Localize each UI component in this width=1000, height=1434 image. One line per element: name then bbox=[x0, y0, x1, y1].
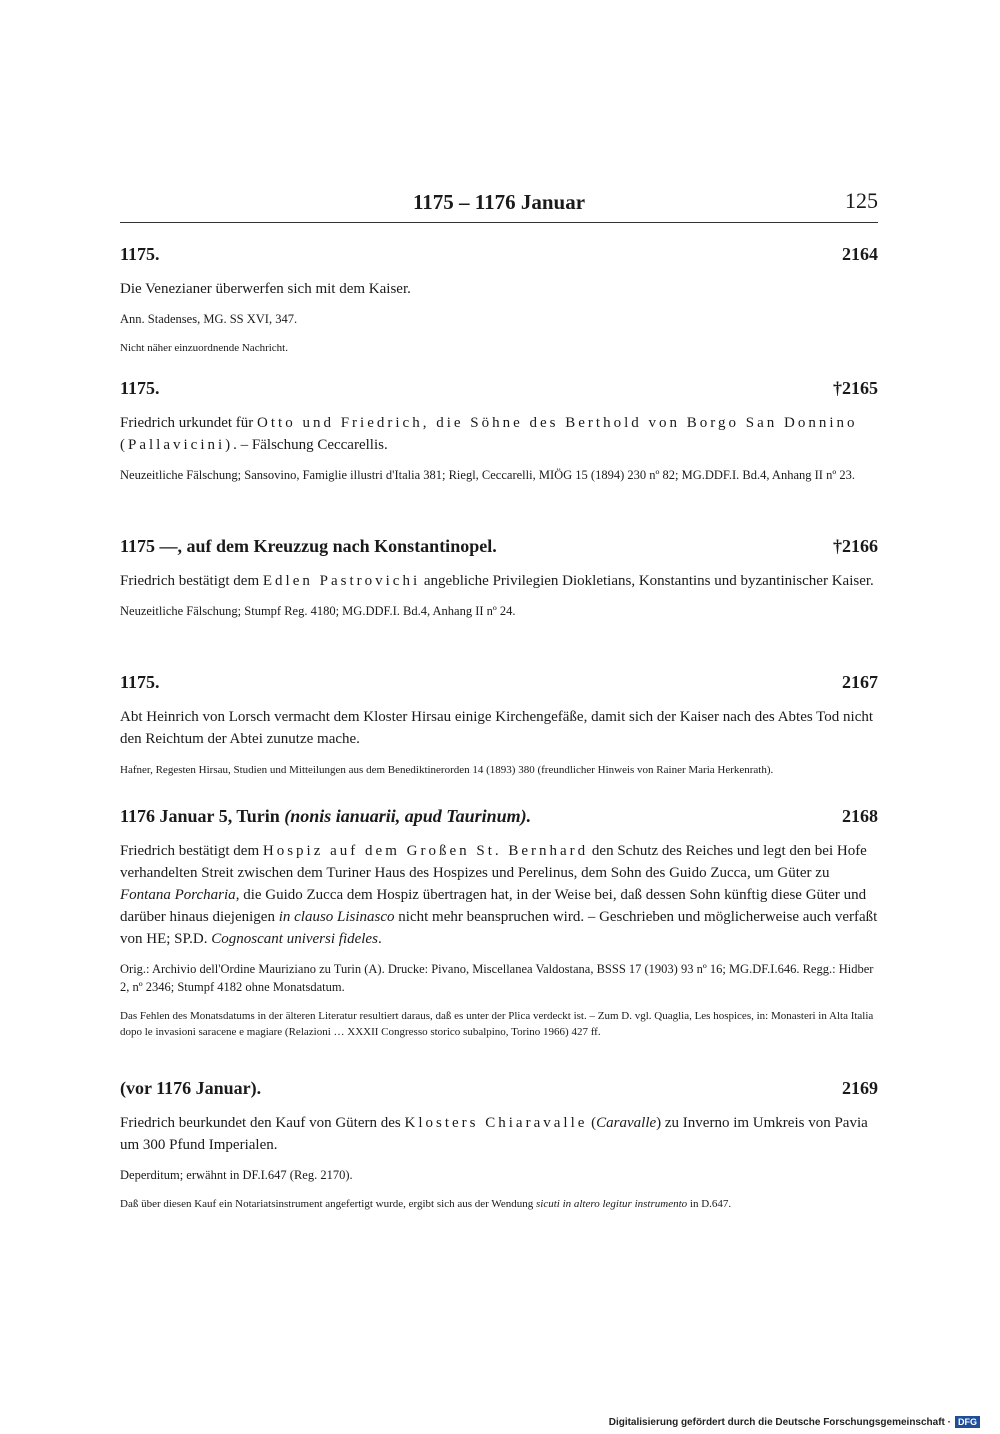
entry-text: Die Venezianer überwerfen sich mit dem Kaiser. bbox=[120, 281, 411, 297]
page-header bbox=[120, 190, 878, 223]
regest-entry bbox=[120, 806, 878, 1040]
entry-text: Friedrich bestätigt dem Hospiz auf dem Großen St. Bernhard den Schutz des Reiches und legt den bei Hofe verhandelten Streit zwischen dem Turiner Haus des Hospizes und Perelinus, dem Sohn des Guido Zucca, um Güter zu Fontana Porcharia, die Guido Zucca dem Hospiz übertragen hat, in der Weise bei, daß dessen Sohn künftig diese Güter und darüber hinaus diejenigen in clauso Lisinasco nicht mehr beanspruchen wird. – Geschrieben und möglicherweise auch verfaßt von HE; SP.D. Cognoscant universi fideles. bbox=[120, 843, 878, 947]
entry-date: 1175. bbox=[120, 378, 160, 398]
entry-source: Deperditum; erwähnt in DF.I.647 (Reg. 2170). bbox=[120, 1168, 353, 1182]
footer-text: Digitalisierung gefördert durch die Deutsche Forschungsgemeinschaft · bbox=[608, 1416, 951, 1428]
regest-entry bbox=[120, 536, 878, 620]
entry-text: Friedrich urkundet für Otto und Friedrich, die Söhne des Berthold von Borgo San Donnino (Pallavicini). – Fälschung Ceccarellis. bbox=[120, 415, 858, 453]
page-footer bbox=[609, 1416, 980, 1428]
entry-source: Orig.: Archivio dell'Ordine Mauriziano zu Turin (A). Drucke: Pivano, Miscellanea Valdostana, BSSS 17 (1903) 93 nº 16; MG.DF.I.646. Regg.: Hidber 2, nº 2346; Stumpf 4182 ohne Monatsdatum. bbox=[120, 962, 874, 994]
entry-note: Nicht näher einzuordnende Nachricht. bbox=[120, 342, 288, 354]
entry-number: †2165 bbox=[833, 378, 878, 398]
entry-text: Abt Heinrich von Lorsch vermacht dem Kloster Hirsau einige Kirchengefäße, damit sich der Kaiser nach des Abtes Tod nicht den Reichtum der Abtei zunutze mache. bbox=[120, 709, 874, 747]
spaced-name: Otto und Friedrich, die Söhne des Berthold von Borgo San Donnino (Pallavicini) bbox=[120, 415, 858, 453]
entry-source: Neuzeitliche Fälschung; Stumpf Reg. 4180; MG.DDF.I. Bd.4, Anhang II nº 24. bbox=[120, 604, 516, 618]
page-number: 125 bbox=[845, 188, 878, 213]
regest-entry bbox=[120, 244, 878, 356]
regest-entry bbox=[120, 672, 878, 778]
entry-number: 2164 bbox=[842, 244, 878, 264]
entry-number: 2167 bbox=[842, 672, 878, 692]
running-title: 1175 – 1176 Januar bbox=[412, 190, 586, 214]
spaced-name: Edlen Pastrovichi bbox=[262, 573, 421, 589]
entry-number: 2168 bbox=[842, 806, 878, 826]
entry-number: 2169 bbox=[842, 1078, 878, 1098]
entry-source: Neuzeitliche Fälschung; Sansovino, Famiglie illustri d'Italia 381; Riegl, Ceccarelli, MIÖG 15 (1894) 230 nº 82; MG.DDF.I. Bd.4, Anhang II nº 23. bbox=[120, 468, 855, 482]
entry-source: Ann. Stadenses, MG. SS XVI, 347. bbox=[120, 312, 298, 326]
regest-entry bbox=[120, 378, 878, 484]
spaced-name: Hospiz auf dem Großen St. Bernhard bbox=[262, 843, 589, 859]
spaced-name: Klosters Chiaravalle bbox=[404, 1115, 588, 1131]
entry-date: 1176 Januar 5, Turin (nonis ianuarii, apud Taurinum). bbox=[120, 806, 532, 826]
entry-date: 1175 ––, auf dem Kreuzzug nach Konstantinopel. bbox=[120, 536, 497, 556]
entry-date: 1175. bbox=[120, 244, 160, 264]
entry-note: Das Fehlen des Monatsdatums in der älteren Literatur resultiert daraus, daß es unter der Plica verdeckt ist. – Zum D. vgl. Quaglia, Les hospices, in: Monasteri in Alta Italia dopo le invasioni saracene e magiare (Relazioni … XXXII Congresso storico subalpino, Torino 1966) 427 ff. bbox=[120, 1010, 874, 1038]
regest-entry bbox=[120, 1078, 878, 1212]
entry-text: Friedrich beurkundet den Kauf von Gütern des Klosters Chiaravalle (Caravalle) zu Inverno im Umkreis von Pavia um 300 Pfund Imperialen. bbox=[120, 1115, 868, 1153]
entry-note: Hafner, Regesten Hirsau, Studien und Mitteilungen aus dem Benediktinerorden 14 (1893) 380 (freundlicher Hinweis von Rainer Maria Herkenrath). bbox=[120, 764, 774, 776]
entry-date: 1175. bbox=[120, 672, 160, 692]
entry-date: (vor 1176 Januar). bbox=[120, 1078, 262, 1098]
entry-note: Daß über diesen Kauf ein Notariatsinstrument angefertigt wurde, ergibt sich aus der Wendung sicuti in altero legitur instrumento in D.647. bbox=[120, 1198, 732, 1210]
entry-text: Friedrich bestätigt dem Edlen Pastrovichi angebliche Privilegien Diokletians, Konstantins und byzantinischer Kaiser. bbox=[120, 573, 874, 589]
entry-number: †2166 bbox=[833, 536, 878, 556]
document-page bbox=[120, 0, 878, 1434]
dfg-logo: DFG bbox=[955, 1416, 980, 1428]
